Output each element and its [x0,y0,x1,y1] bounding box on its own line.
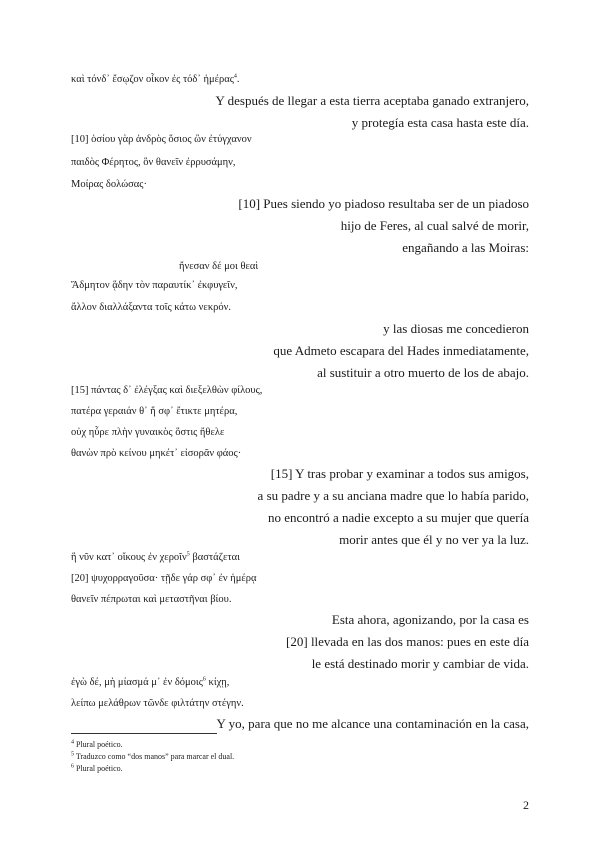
spanish-line: le está destinado morir y cambiar de vida. [311,656,529,671]
spanish-line: no encontró a nadie excepto a su mujer que quería [268,510,529,525]
greek-line: [10] ὁσίου γὰρ ἀνδρὸς ὅσιος ὢν ἐτύγχανον [71,134,252,145]
greek-line: [20] ψυχορραγοῦσα· τῇδε γάρ σφ᾽ ἐν ἡμέρᾳ [71,573,257,584]
greek-line: λείπω μελάθρων τῶνδε φιλτάτην στέγην. [71,698,244,709]
footnote-ref: 6 [202,676,206,683]
greek-line: ἄλλον διαλλάξαντα τοῖς κάτω νεκρόν. [71,302,231,313]
footnote-ref: 5 [186,551,190,558]
greek-line: παιδὸς Φέρητος, ὃν θανεῖν ἐρρυσάμην, [71,157,236,168]
footnote-separator [71,733,217,734]
spanish-line: [15] Y tras probar y examinar a todos sus amigos, [270,466,529,481]
greek-line: ἤνεσαν δέ μοι θεαὶ [179,261,259,272]
spanish-line: [20] llevada en las dos manos: pues en este día [286,634,529,649]
greek-line: Ἄδμητον ᾅδην τὸν παραυτίκ᾽ ἐκφυγεῖν, [71,280,238,291]
spanish-line: que Admeto escapara del Hades inmediatamente, [273,343,529,358]
spanish-line: al sustituir a otro muerto de los de abajo. [317,365,529,380]
greek-line: πατέρα γεραιάν θ᾽ ἥ σφ᾽ ἔτικτε μητέρα, [71,406,238,417]
greek-line: θανεῖν πέπρωται καὶ μεταστῆναι βίου. [71,594,232,605]
footnote-ref: 4 [233,73,237,80]
greek-line: ἣ νῦν κατ᾽ οἴκους ἐν χεροῖν$^5$ βαστάζεται [71,551,240,563]
spanish-line: Y después de llegar a esta tierra aceptaba ganado extranjero, [215,93,529,108]
page-number: 2 [523,798,529,812]
greek-line: ἐγὼ δέ, μὴ μίασμά μ᾽ ἐν δόμοις$^6$ κίχῃ, [71,676,230,688]
spanish-line: hijo de Feres, al cual salvé de morir, [340,218,529,233]
spanish-line: [10] Pues siendo yo piadoso resultaba ser de un piadoso [238,196,529,211]
greek-line: [15] πάντας δ᾽ ἐλέγξας καὶ διεξελθὼν φίλους, [71,385,263,396]
footnote: $^5$ Traduzco como “dos manos” para marcar el dual. [71,751,235,761]
spanish-line: engañando a las Moiras: [402,240,529,255]
spanish-line: morir antes que él y no ver ya la luz. [339,532,529,547]
footnote: $^4$ Plural poético. [71,739,123,749]
spanish-line: y protegía esta casa hasta este día. [351,115,529,130]
spanish-line: a su padre y a su anciana madre que lo había parido, [257,488,529,503]
greek-line: θανὼν πρὸ κείνου μηκέτ᾽ εἰσορᾶν φάος· [71,448,242,459]
greek-line: Μοίρας δολώσας· [71,179,147,190]
greek-line: οὐχ ηὗρε πλὴν γυναικὸς ὅστις ἤθελε [71,427,225,438]
spanish-line: Y yo, para que no me alcance una contaminación en la casa, [216,716,529,731]
footnote: $^6$ Plural poético. [71,763,123,773]
spanish-line: y las diosas me concedieron [383,321,529,336]
greek-line: καὶ τόνδ᾽ ἔσῳζον οἶκον ἐς τόδ᾽ ἡμέρας$^4$. [71,73,240,85]
spanish-line: Esta ahora, agonizando, por la casa es [331,612,529,627]
